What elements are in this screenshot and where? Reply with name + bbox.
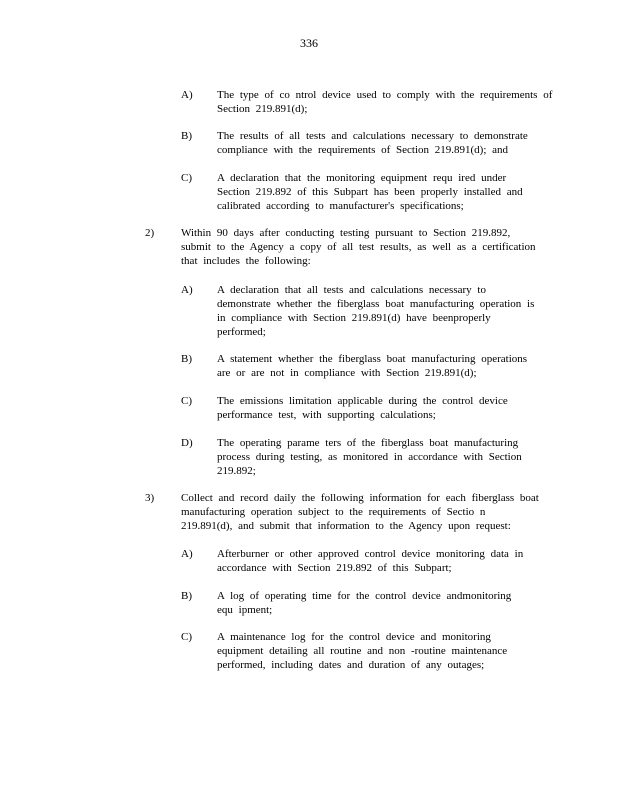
item-label: D)	[181, 437, 193, 449]
item-text	[217, 630, 547, 672]
item-label: 3)	[145, 492, 155, 504]
text-line: Section 219.891(d);	[217, 103, 308, 115]
text-line: The operating parame ters of the fiberglass boat manufacturing	[217, 437, 519, 449]
item-label: B)	[181, 590, 192, 602]
text-line: calibrated according to manufacturer's specifications;	[217, 200, 464, 212]
item-label: C)	[181, 172, 192, 184]
item-text	[217, 171, 547, 213]
text-line: equipment detailing all routine and non -routine maintenance	[217, 645, 508, 657]
item-text	[217, 436, 547, 478]
text-line: Afterburner or other approved control device monitoring data in	[217, 548, 524, 560]
item-text	[181, 226, 551, 268]
text-line: A maintenance log for the control device and monitoring	[217, 631, 491, 643]
text-line: The results of all tests and calculations necessary to demonstrate	[217, 130, 528, 142]
text-line: Collect and record daily the following information for each fiberglass boat	[181, 492, 539, 504]
text-line: The emissions limitation applicable during the control device	[217, 395, 508, 407]
text-line: performed, including dates and duration of any outages;	[217, 659, 485, 671]
item-label: 2)	[145, 227, 155, 239]
text-line: A statement whether the fiberglass boat manufacturing operations	[217, 353, 528, 365]
item-label: B)	[181, 130, 192, 142]
text-line: A declaration that the monitoring equipment requ ired under	[217, 172, 507, 184]
text-line: submit to the Agency a copy of all test results, as well as a certification	[181, 241, 536, 253]
text-line: 219.892;	[217, 465, 256, 477]
text-line: accordance with Section 219.892 of this Subpart;	[217, 562, 452, 574]
text-line: that includes the following:	[181, 255, 311, 267]
text-line: manufacturing operation subject to the requirements of Sectio n	[181, 506, 486, 518]
text-line: compliance with the requirements of Section 219.891(d); and	[217, 144, 509, 156]
text-line: Within 90 days after conducting testing pursuant to Section 219.892,	[181, 227, 511, 239]
text-line: performed;	[217, 326, 266, 338]
page-number: 336	[300, 36, 318, 50]
text-line: equ ipment;	[217, 604, 273, 616]
item-label: A)	[181, 89, 193, 101]
text-line: The type of co ntrol device used to comply with the requirements of	[217, 89, 553, 101]
text-line: 219.891(d), and submit that information to the Agency upon request:	[181, 520, 511, 532]
text-line: in compliance with Section 219.891(d) have beenproperly	[217, 312, 491, 324]
item-label: A)	[181, 548, 193, 560]
text-line: Section 219.892 of this Subpart has been properly installed and	[217, 186, 523, 198]
text-line: are or are not in compliance with Section 219.891(d);	[217, 367, 477, 379]
item-text	[217, 589, 547, 617]
text-line: process during testing, as monitored in accordance with Section	[217, 451, 522, 463]
item-text	[217, 394, 547, 422]
item-text	[217, 283, 547, 339]
text-line: A declaration that all tests and calculations necessary to	[217, 284, 486, 296]
item-text	[217, 352, 547, 380]
item-text	[217, 129, 547, 157]
item-text	[217, 88, 553, 116]
item-label: C)	[181, 395, 192, 407]
item-label: B)	[181, 353, 192, 365]
text-line: A log of operating time for the control device andmonitoring	[217, 590, 512, 602]
text-line: demonstrate whether the fiberglass boat manufacturing operation is	[217, 298, 535, 310]
item-label: A)	[181, 284, 193, 296]
item-label: C)	[181, 631, 192, 643]
item-text	[181, 491, 551, 533]
text-line: performance test, with supporting calculations;	[217, 409, 436, 421]
item-text	[217, 547, 547, 575]
